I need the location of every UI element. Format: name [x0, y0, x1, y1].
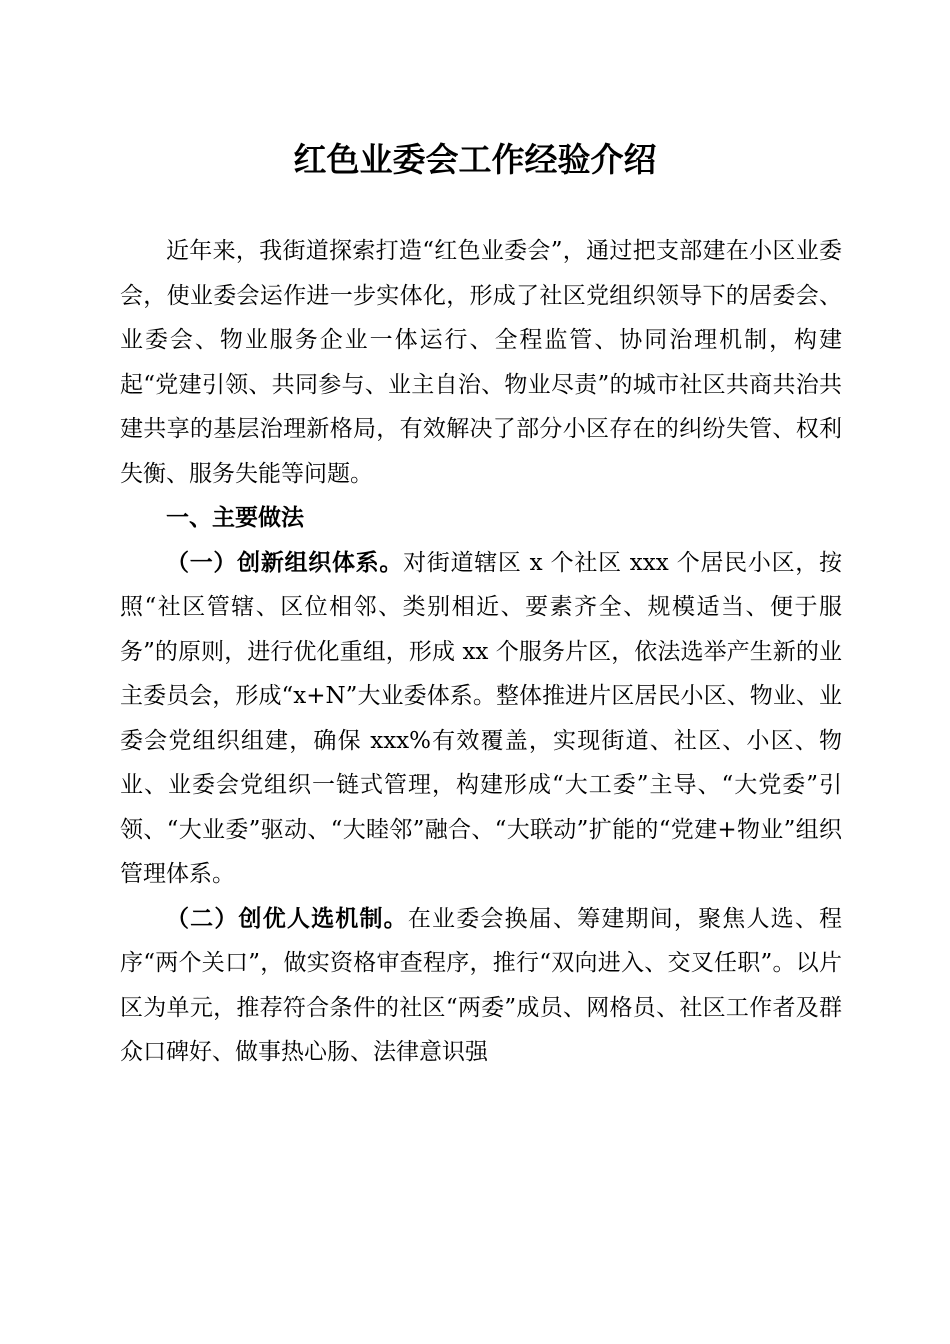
section-heading: 一、主要做法: [166, 505, 304, 531]
subsection-heading-2: （二）创优人选机制。: [166, 904, 408, 932]
subsection-text-2: 在业委会换届、筹建期间，聚焦人选、程序“两个关口”，做实资格审查程序，推行“双向进入、交叉任职”。以片区为单元，推荐符合条件的社区“两委”成员、网格员、社区工作者及群众口碑好、做事热心肠、法律意识强: [120, 905, 843, 1065]
subsection-heading-1: （一）创新组织体系。: [166, 548, 404, 576]
document-body: [120, 229, 842, 1075]
document-title: 红色业委会工作经验介绍: [293, 140, 657, 179]
intro-paragraph: 近年来，我街道探索打造“红色业委会”，通过把支部建在小区业委会，使业委会运作进一步实体化，形成了社区党组织领导下的居委会、业委会、物业服务企业一体运行、全程监管、协同治理机制，构建起“党建引领、共同参与、业主自治、物业尽责”的城市社区共商共治共建共享的基层治理新格局，有效解决了部分小区存在的纠纷失管、权利失衡、服务失能等问题。: [120, 238, 842, 487]
subsection-text-1: 对街道辖区 x 个社区 xxx 个居民小区，按照“社区管辖、区位相邻、类别相近、要素齐全、规模适当、便于服务”的原则，进行优化重组，形成 xx 个服务片区，依法选举产生新的业主委员会，形成“x+N”大业委体系。整体推进片区居民小区、物业、业委会党组织组建，确保 xxx%有效覆盖，实现街道、社区、小区、物业、业委会党组织一链式管理，构建形成“大工委”主导、“大党委”引领、“大业委”驱动、“大睦邻”融合、“大联动”扩能的“党建+物业”组织管理体系。: [120, 549, 842, 887]
subsection-paragraph-2: [120, 897, 842, 1075]
subsection-paragraph-1: [120, 541, 842, 897]
